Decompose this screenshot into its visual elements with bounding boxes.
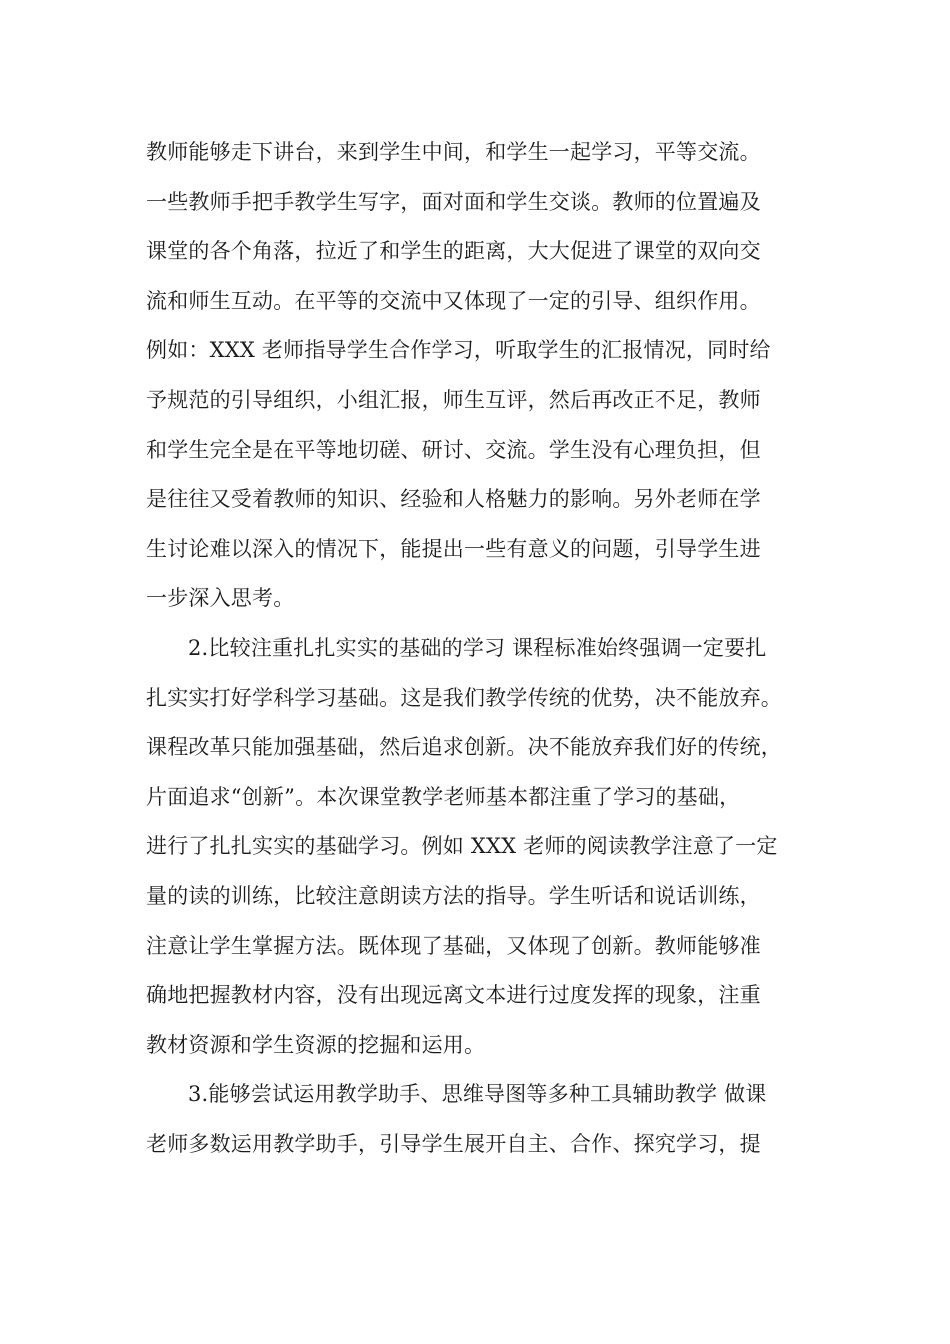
text-line: 例如：XXX 老师指导学生合作学习，听取学生的汇报情况，同时给 <box>146 338 771 363</box>
text-line: 注意让学生掌握方法。既体现了基础，又体现了创新。教师能够准 <box>146 933 761 958</box>
text-line: 教师能够走下讲台，来到学生中间，和学生一起学习，平等交流。 <box>146 140 761 164</box>
text-line: 老师多数运用教学助手，引导学生展开自主、合作、探究学习，提 <box>146 1131 761 1156</box>
text-line: 流和师生互动。在平等的交流中又体现了一定的引导、组织作用。 <box>146 288 761 313</box>
text-line: 是往往又受着教师的知识、经验和人格魅力的影响。另外老师在学 <box>146 487 761 512</box>
text-line: 生讨论难以深入的情况下，能提出一些有意义的问题，引导学生进 <box>146 536 761 561</box>
text-line: 量的读的训练，比较注意朗读方法的指导。学生听话和说话训练， <box>146 883 761 908</box>
section-heading-line: 3.能够尝试运用教学助手、思维导图等多种工具辅助教学 做课 <box>188 1082 767 1107</box>
section-heading-line: 2.比较注重扎扎实实的基础的学习 课程标准始终强调一定要扎 <box>188 635 767 660</box>
text-line: 进行了扎扎实实的基础学习。例如 XXX 老师的阅读教学注意了一定 <box>146 834 778 859</box>
text-line: 课程改革只能加强基础，然后追求创新。决不能放弃我们好的传统， <box>146 735 782 760</box>
text-line: 扎实实打好学科学习基础。这是我们教学传统的优势，决不能放弃。 <box>146 685 782 710</box>
text-line: 予规范的引导组织，小组汇报，师生互评，然后再改正不足，教师 <box>146 387 761 412</box>
text-line: 片面追求“创新”。本次课堂教学老师基本都注重了学习的基础， <box>146 784 741 809</box>
body-text <box>146 128 811 1169</box>
text-line: 教材资源和学生资源的挖掘和运用。 <box>146 1032 486 1057</box>
text-line: 一步深入思考。 <box>146 586 295 611</box>
text-line: 和学生完全是在平等地切磋、研讨、交流。学生没有心理负担，但 <box>146 437 761 462</box>
text-line: 一些教师手把手教学生写字，面对面和学生交谈。教师的位置遍及 <box>146 189 761 214</box>
text-line: 确地把握教材内容，没有出现远离文本进行过度发挥的现象，注重 <box>146 983 761 1008</box>
text-line: 课堂的各个角落，拉近了和学生的距离，大大促进了课堂的双向交 <box>146 239 761 264</box>
